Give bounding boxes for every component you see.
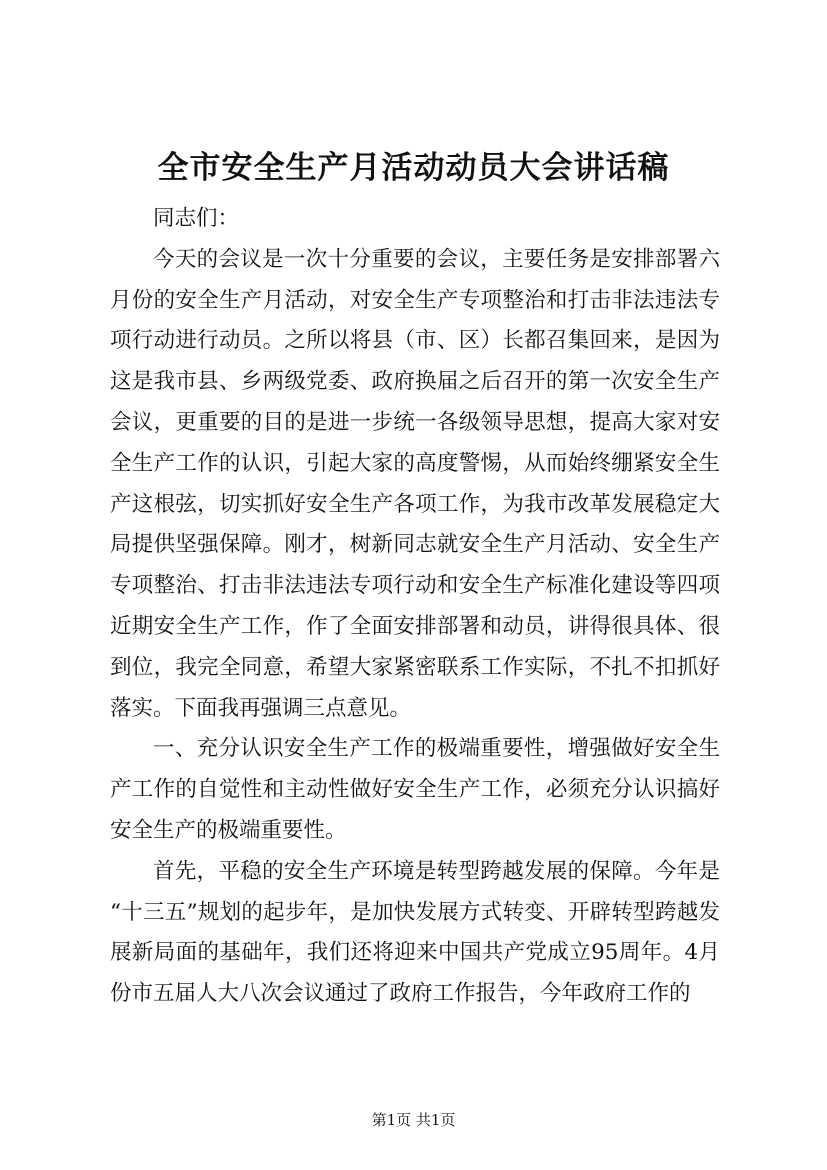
- salutation-paragraph: 同志们：: [153, 206, 240, 231]
- document-title: 全市安全生产月活动动员大会讲话稿: [157, 150, 670, 186]
- document-body: [110, 199, 720, 1015]
- body-paragraph: 一、充分认识安全生产工作的极端重要性，增强做好安全生产工作的自觉性和主动性做好安全生产工作，必须充分认识搞好安全生产的极端重要性。: [110, 736, 720, 843]
- body-paragraph: 今天的会议是一次十分重要的会议，主要任务是安排部署六月份的安全生产月活动，对安全生产专项整治和打击非法违法专项行动进行动员。之所以将县（市、区）长都召集回来，是因为这是我市县、乡两级党委、政府换届之后召开的第一次安全生产会议，更重要的目的是进一步统一各级领导思想，提高大家对安全生产工作的认识，引起大家的高度警惕，从而始终绷紧安全生产这根弦，切实抓好安全生产各项工作，为我市改革发展稳定大局提供坚强保障。刚才，树新同志就安全生产月活动、安全生产专项整治、打击非法违法专项行动和安全生产标准化建设等四项近期安全生产工作，作了全面安排部署和动员，讲得很具体、很到位，我完全同意，希望大家紧密联系工作实际，不扎不扣抓好落实。下面我再强调三点意见。: [110, 246, 720, 721]
- body-paragraph: 首先，平稳的安全生产环境是转型跨越发展的保障。今年是“十三五”规划的起步年，是加快发展方式转变、开辟转型跨越发展新局面的基础年，我们还将迎来中国共产党成立95周年。4月份市五届人大八次会议通过了政府工作报告，今年政府工作的: [110, 858, 720, 1007]
- page-footer: 第1页 共1页: [371, 1111, 456, 1129]
